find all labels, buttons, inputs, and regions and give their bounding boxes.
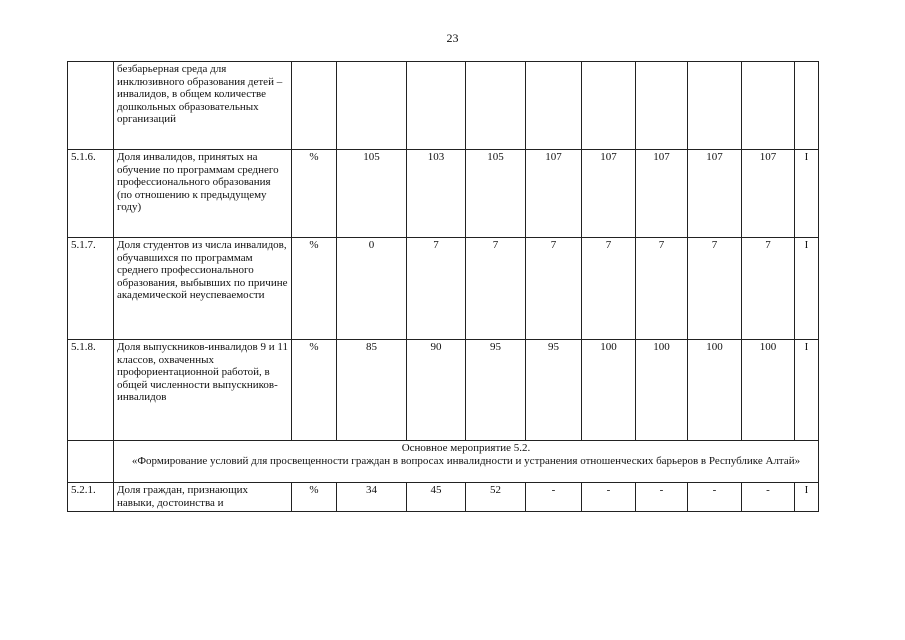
indicator-name: Доля выпускников-инвалидов 9 и 11 классов, охваченных профориентационной работой, в общей численности выпускников-инвалидов	[114, 340, 292, 441]
value-cell	[526, 62, 582, 150]
value-cell	[407, 62, 466, 150]
value-cell: 7	[526, 238, 582, 340]
value-cell: 45	[407, 483, 466, 512]
value-cell: 107	[742, 150, 795, 238]
value-cell: 100	[582, 340, 636, 441]
indicator-name: Доля граждан, признающих навыки, достоинства и	[114, 483, 292, 512]
unit-cell: %	[292, 238, 337, 340]
row-number: 5.2.1.	[68, 483, 114, 512]
row-number: 5.1.6.	[68, 150, 114, 238]
type-cell: I	[795, 483, 819, 512]
value-cell: 107	[582, 150, 636, 238]
section-text: «Формирование условий для просвещенности граждан в вопросах инвалидности и устранения отношенческих барьеров в Республике Алтай»	[131, 454, 801, 467]
value-cell: -	[636, 483, 688, 512]
indicator-name: безбарьерная среда для инклюзивного образования детей – инвалидов, в общем количестве дошкольных образовательных организаций	[114, 62, 292, 150]
type-cell	[795, 62, 819, 150]
type-cell: I	[795, 340, 819, 441]
value-cell	[636, 62, 688, 150]
table-row	[68, 483, 819, 512]
value-cell: -	[742, 483, 795, 512]
indicators-table	[67, 61, 819, 512]
value-cell	[742, 62, 795, 150]
unit-cell: %	[292, 483, 337, 512]
value-cell: 103	[407, 150, 466, 238]
table-row	[68, 62, 819, 150]
value-cell: -	[582, 483, 636, 512]
value-cell	[466, 62, 526, 150]
table-row	[68, 340, 819, 441]
type-cell: I	[795, 150, 819, 238]
value-cell: 95	[466, 340, 526, 441]
value-cell: 105	[466, 150, 526, 238]
table-row	[68, 150, 819, 238]
value-cell: 7	[407, 238, 466, 340]
value-cell: -	[688, 483, 742, 512]
value-cell: 107	[526, 150, 582, 238]
indicator-name: Доля студентов из числа инвалидов, обучавшихся по программам среднего профессионального образования, выбывших по причине академической неуспеваемости	[114, 238, 292, 340]
value-cell	[582, 62, 636, 150]
value-cell: 105	[337, 150, 407, 238]
page-number: 23	[446, 31, 459, 45]
value-cell	[337, 62, 407, 150]
value-cell: 107	[636, 150, 688, 238]
unit-cell: %	[292, 340, 337, 441]
value-cell: 95	[526, 340, 582, 441]
value-cell: -	[526, 483, 582, 512]
value-cell: 7	[466, 238, 526, 340]
row-number: 5.1.8.	[68, 340, 114, 441]
value-cell: 7	[636, 238, 688, 340]
value-cell: 7	[582, 238, 636, 340]
value-cell: 90	[407, 340, 466, 441]
value-cell: 107	[688, 150, 742, 238]
section-heading-cell	[114, 441, 819, 483]
row-number: 5.1.7.	[68, 238, 114, 340]
unit-cell	[292, 62, 337, 150]
value-cell: 85	[337, 340, 407, 441]
section-title: Основное мероприятие 5.2.	[401, 442, 531, 454]
section-empty-cell	[68, 441, 114, 483]
unit-cell: %	[292, 150, 337, 238]
table-row	[68, 238, 819, 340]
section-row	[68, 441, 819, 483]
value-cell	[688, 62, 742, 150]
row-number	[68, 62, 114, 150]
type-cell: I	[795, 238, 819, 340]
value-cell: 7	[688, 238, 742, 340]
value-cell: 100	[636, 340, 688, 441]
value-cell: 100	[688, 340, 742, 441]
value-cell: 100	[742, 340, 795, 441]
indicator-name: Доля инвалидов, принятых на обучение по программам среднего профессионального образования (по отношению к предыдущему году)	[114, 150, 292, 238]
value-cell: 52	[466, 483, 526, 512]
value-cell: 0	[337, 238, 407, 340]
value-cell: 7	[742, 238, 795, 340]
value-cell: 34	[337, 483, 407, 512]
